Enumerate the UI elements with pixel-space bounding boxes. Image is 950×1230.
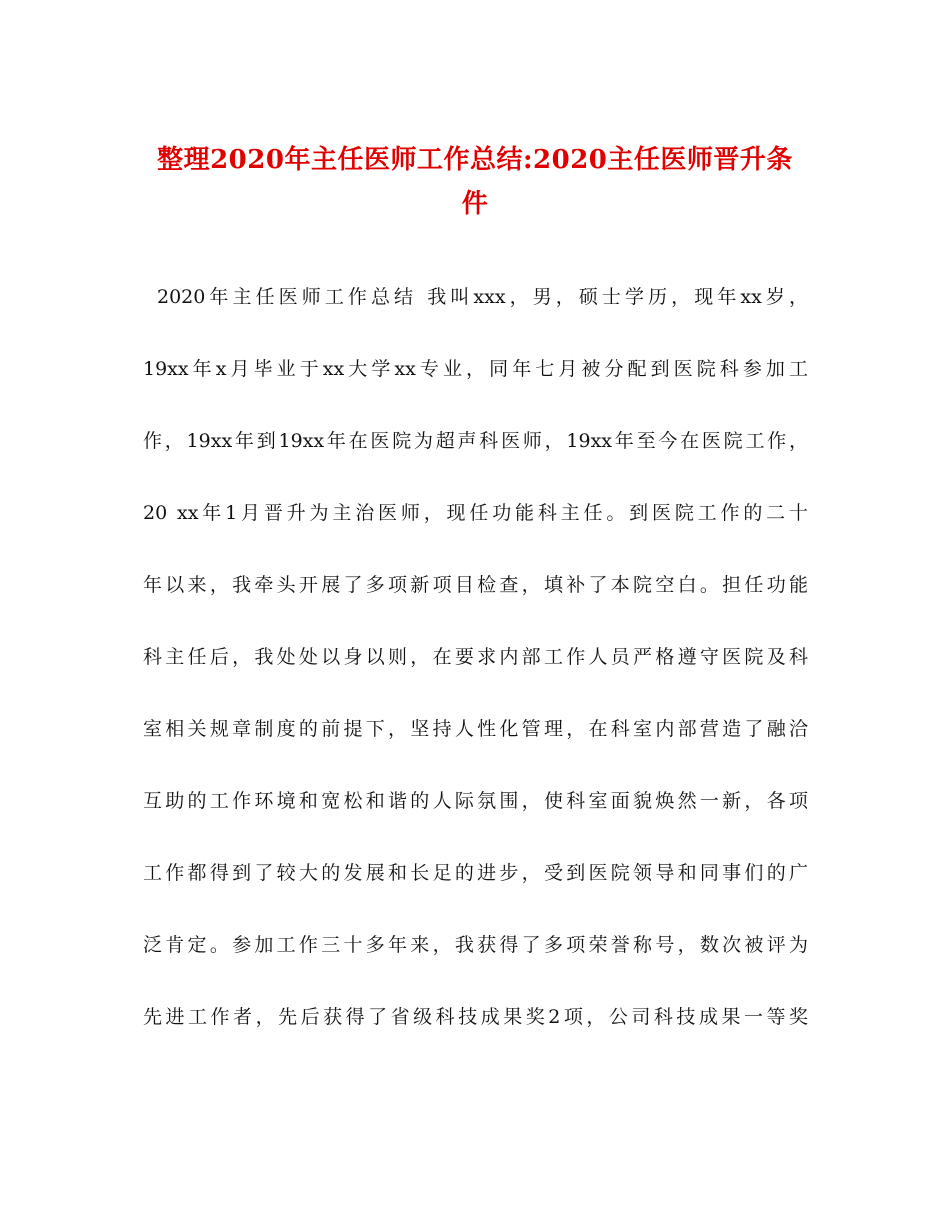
body-line-5: 年以来，我牵头开展了多项新项目检查，填补了本院空白。担任功能 — [143, 574, 808, 596]
body-line-2: 19xx年x月毕业于xx大学xx专业，同年七月被分配到医院科参加工 — [143, 358, 808, 380]
body-line-11: 先进工作者，先后获得了省级科技成果奖2项，公司科技成果一等奖 — [143, 1006, 808, 1028]
body-line-9: 工作都得到了较大的发展和长足的进步，受到医院领导和同事们的广 — [143, 862, 808, 884]
body-line-3: 作，19xx年到19xx年在医院为超声科医师，19xx年至今在医院工作， — [143, 430, 808, 452]
body-line-4: 20 xx年1月晋升为主治医师，现任功能科主任。到医院工作的二十 — [143, 502, 808, 524]
body-line-7: 室相关规章制度的前提下，坚持人性化管理，在科室内部营造了融洽 — [143, 718, 808, 740]
body-line-1: 2020年主任医师工作总结 我叫xxx，男，硕士学历，现年xx岁， — [157, 286, 808, 308]
body-line-10: 泛肯定。参加工作三十多年来，我获得了多项荣誉称号，数次被评为 — [143, 934, 808, 956]
title-line-1: 整理2020年主任医师工作总结:2020主任医师晋升条 — [157, 145, 793, 175]
title-line-2: 件 — [461, 189, 489, 219]
body-line-8: 互助的工作环境和宽松和谐的人际氛围，使科室面貌焕然一新，各项 — [143, 790, 808, 812]
body-line-6: 科主任后，我处处以身以则，在要求内部工作人员严格遵守医院及科 — [143, 646, 808, 668]
document-title — [140, 138, 810, 226]
